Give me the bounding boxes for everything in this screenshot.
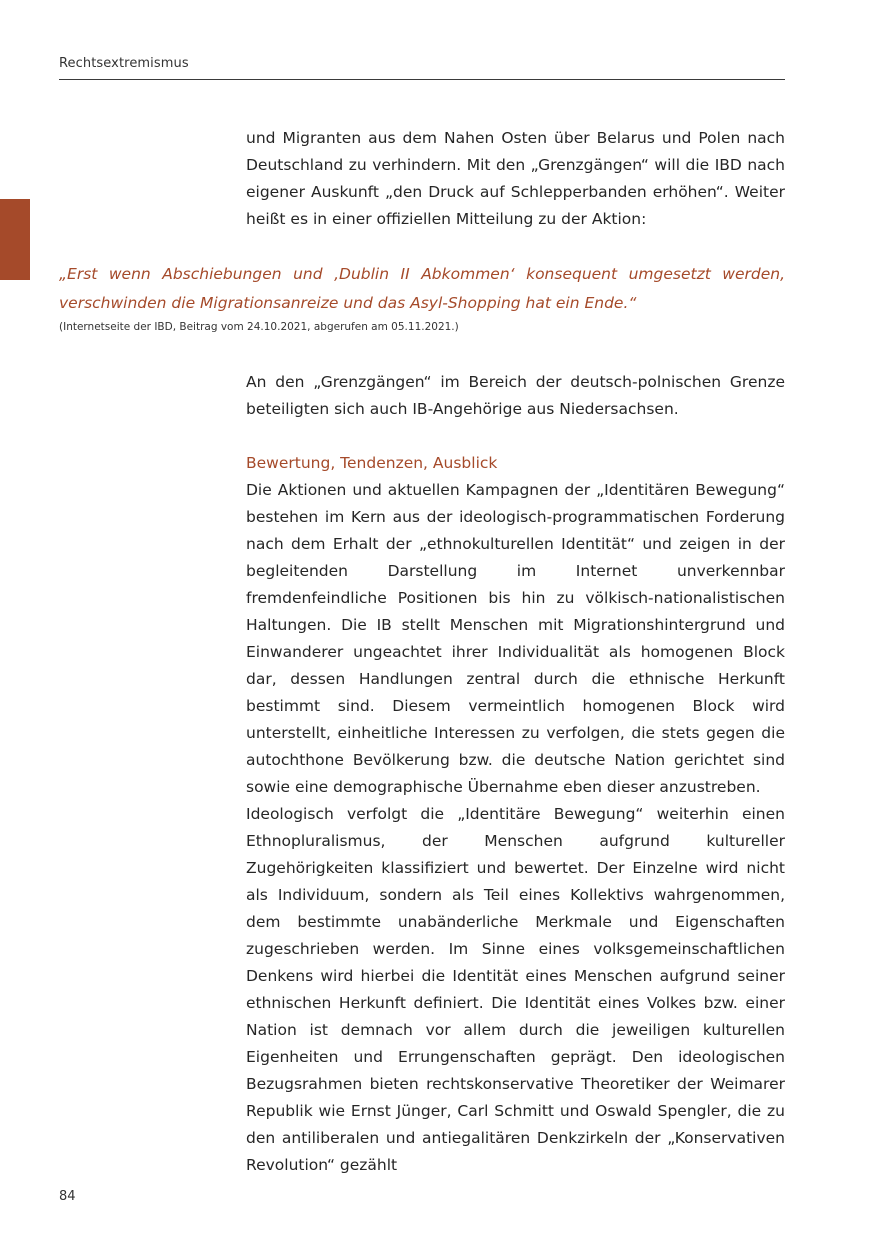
paragraph-border-crossings: An den „Grenzgängen“ im Bereich der deutsch-polnischen Grenze beteiligten sich auch IB-Angehörige aus Niedersachsen. bbox=[246, 373, 785, 418]
quote-source: (Internetseite der IBD, Beitrag vom 24.10.2021, abgerufen am 05.11.2021.) bbox=[59, 321, 459, 333]
running-header: Rechtsextremismus bbox=[59, 56, 189, 71]
chapter-side-tab bbox=[0, 199, 30, 280]
header-rule bbox=[59, 79, 785, 80]
paragraph-assessment: Die Aktionen und aktuellen Kampagnen der „Identitären Bewegung“ bestehen im Kern aus der ideologisch-programmatischen Forderung nach dem Erhalt der „ethnokulturellen Identität“ und zeigen in der begleitenden Darstellung im Internet unverkennbar fremdenfeindliche Positionen bis hin zu völkisch-nationalistischen Haltungen. Die IB stellt Menschen mit Migrationshintergrund und Einwanderer ungeachtet ihrer Individualität als homogenen Block dar, dessen Handlungen zentral durch die ethnische Herkunft bestimmt sind. Diesem vermeintlich homogenen Block wird unterstellt, einheitliche Interessen zu verfolgen, die stets gegen die autochthone Bevölkerung bzw. die deutsche Nation gerichtet sind sowie eine demographische Übernahme eben dieser anzustreben. bbox=[246, 481, 785, 796]
page-number: 84 bbox=[59, 1189, 76, 1204]
section-heading: Bewertung, Tendenzen, Ausblick bbox=[246, 454, 498, 472]
paragraph-ideology: Ideologisch verfolgt die „Identitäre Bewegung“ weiterhin einen Ethnopluralismus, der Menschen aufgrund kultureller Zugehörigkeiten klassifiziert und bewertet. Der Einzelne wird nicht als Individuum, sondern als Teil eines Kollektivs wahrgenommen, dem bestimmte unabänderliche Merkmale und Eigenschaften zugeschrieben werden. Im Sinne eines volksgemeinschaftlichen Denkens wird hierbei die Identität eines Menschen aufgrund seiner ethnischen Herkunft definiert. Die Identität eines Volkes bzw. einer Nation ist demnach vor allem durch die jeweiligen kulturellen Eigenheiten und Errungenschaften geprägt. Den ideologischen Bezugsrahmen bieten rechtskonservative Theoretiker der Weimarer Republik wie Ernst Jünger, Carl Schmitt und Oswald Spengler, die zu den antiliberalen und antiegalitären Denkzirkeln der „Konservativen Revolution“ gezählt bbox=[246, 805, 785, 1174]
block-quote: „Erst wenn Abschiebungen und ‚Dublin II Abkommen‘ konsequent umgesetzt werden, verschwinden die Migrationsanreize und das Asyl-Shopping hat ein Ende.“ bbox=[59, 265, 785, 312]
paragraph-intro: und Migranten aus dem Nahen Osten über Belarus und Polen nach Deutschland zu verhindern. Mit den „Grenzgängen“ will die IBD nach eigener Auskunft „den Druck auf Schlepperbanden erhöhen“. Weiter heißt es in einer offiziellen Mitteilung zu der Aktion: bbox=[246, 129, 785, 228]
